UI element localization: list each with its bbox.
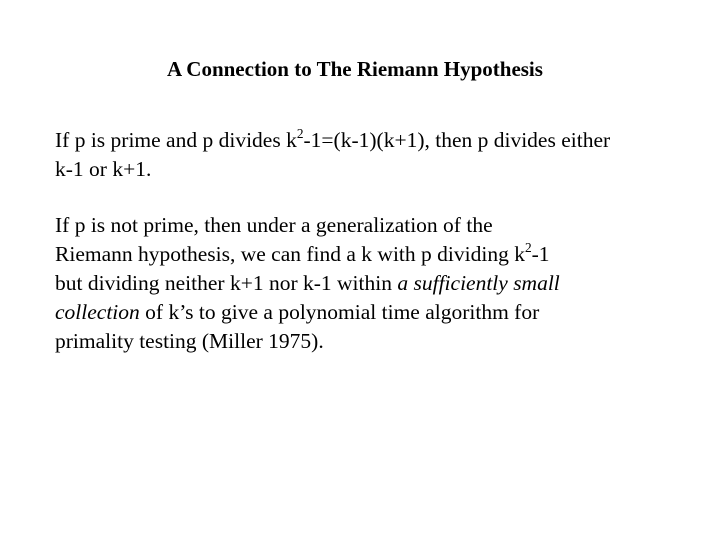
italic-text: collection — [55, 300, 140, 324]
paragraph-line — [55, 269, 695, 298]
paragraph-not-prime — [55, 211, 695, 356]
paragraph-line: primality testing (Miller 1975). — [55, 329, 324, 353]
slide-title: A Connection to The Riemann Hypothesis — [167, 57, 543, 81]
text-segment: but dividing neither k+1 nor k-1 within — [55, 271, 398, 295]
superscript: 2 — [296, 126, 304, 142]
italic-text: a sufficiently small — [397, 271, 560, 295]
text-segment: of k’s to give a polynomial time algorithm for — [139, 300, 540, 324]
paragraph-line — [55, 240, 695, 269]
text-segment: -1=(k-1)(k+1), then p divides either — [303, 128, 611, 152]
paragraph-line: If p is not prime, then under a generalization of the — [55, 213, 493, 237]
text-segment: -1 — [531, 242, 550, 266]
text-segment: If p is prime and p divides k — [55, 128, 297, 152]
paragraph-prime-divides — [55, 126, 695, 184]
paragraph-line — [55, 126, 695, 155]
paragraph-line: k-1 or k+1. — [55, 157, 152, 181]
text-segment: Riemann hypothesis, we can find a k with p dividing k — [55, 242, 525, 266]
superscript: 2 — [524, 240, 532, 256]
paragraph-line — [55, 298, 695, 327]
